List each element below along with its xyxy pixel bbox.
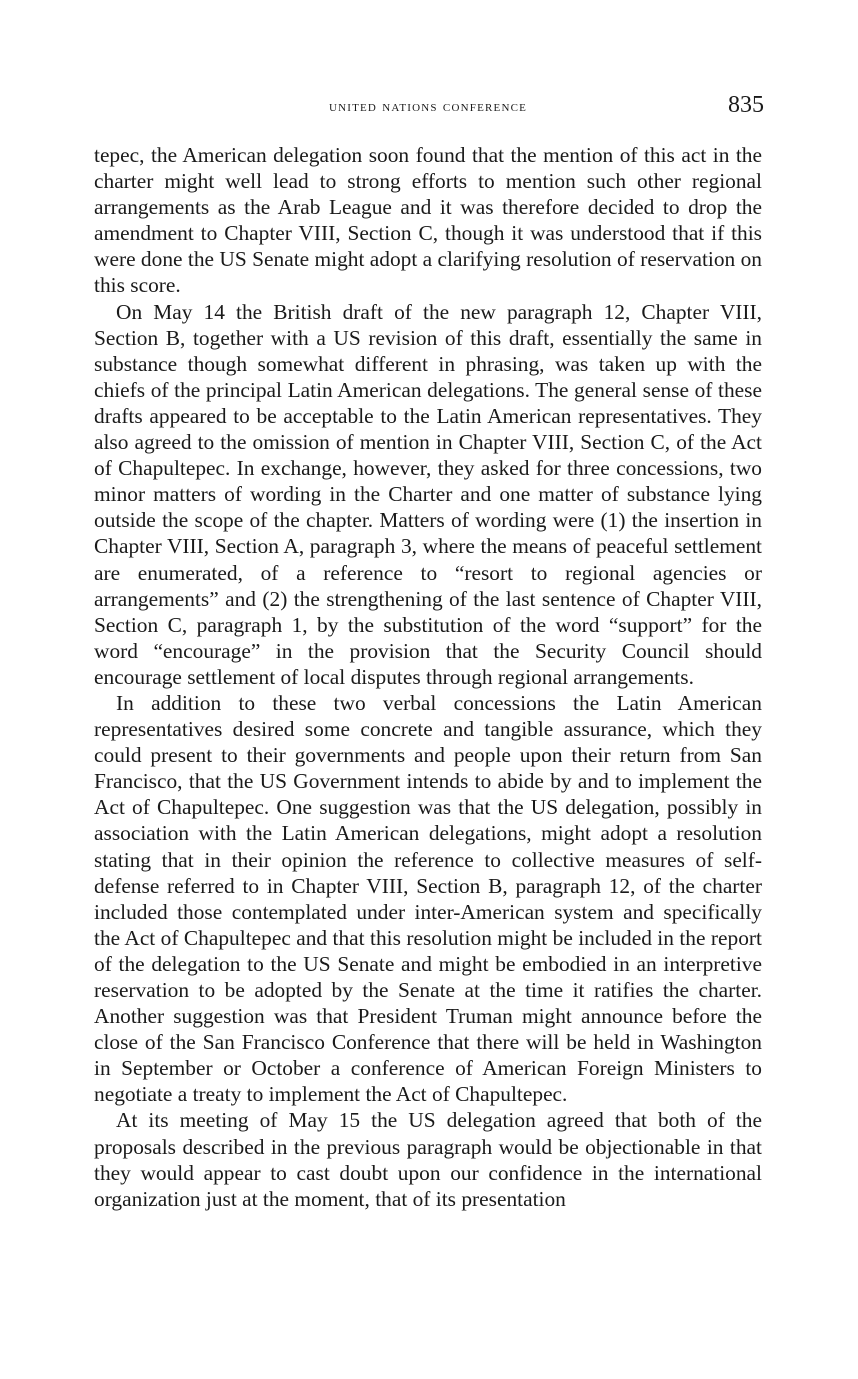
paragraph-may-14: On May 14 the British draft of the new paragraph 12, Chapter VIII, Section B, together with a US revision of this draft, essentially the same in substance though somewhat different in phrasing, was taken up with the chiefs of the principal Latin American delegations. The general sense of these drafts appeared to be acceptable to the Latin American representatives. They also agreed to the omission of mention in Chapter VIII, Section C, of the Act of Chapultepec. In exchange, however, they asked for three concessions, two minor matters of wording in the Charter and one matter of substance lying outside the scope of the chapter. Matters of wording were (1) the insertion in Chapter VIII, Section A, paragraph 3, where the means of peaceful settlement are enumerated, of a reference to “resort to regional agencies or arrangements” and (2) the strengthening of the last sentence of Chapter VIII, Section C, paragraph 1, by the substitution of the word “support” for the word “encourage” in the provision that the Security Council should encourage settlement of local disputes through regional arrangements. — [94, 299, 762, 689]
body-text — [94, 142, 762, 1212]
running-title: united nations conference — [328, 98, 528, 115]
paragraph-continued: tepec, the American delegation soon found that the mention of this act in the charter might well lead to strong efforts to mention such other regional arrangements as the Arab League and it was therefore decided to drop the amendment to Chapter VIII, Section C, though it was understood that if this were done the US Senate might adopt a clarifying resolution of reservation on this score. — [94, 143, 762, 298]
paragraph-may-15: At its meeting of May 15 the US delegation agreed that both of the proposals described in the previous paragraph would be objectionable in that they would appear to cast doubt upon our confidence in the international organization just at the moment, that of its presentation — [94, 1108, 762, 1211]
page-number: 835 — [728, 92, 764, 118]
paragraph-verbal-concessions: In addition to these two verbal concessions the Latin American representatives desired some concrete and tangible assurance, which they could present to their governments and people upon their return from San Francisco, that the US Government intends to abide by and to implement the Act of Chapultepec. One suggestion was that the US delegation, possibly in association with the Latin American delegations, might adopt a resolution stating that in their opinion the reference to collective measures of self-defense referred to in Chapter VIII, Section B, paragraph 12, of the charter included those contemplated under inter-American system and specifically the Act of Chapultepec and that this resolution might be included in the report of the delegation to the US Senate and might be embodied in an interpretive reservation to be adopted by the Senate at the time it ratifies the charter. Another suggestion was that President Truman might announce before the close of the San Francisco Conference that there will be held in Washington in September or October a conference of American Foreign Ministers to negotiate a treaty to implement the Act of Chapultepec. — [94, 690, 762, 1107]
running-header — [94, 92, 762, 128]
document-page — [94, 92, 762, 1212]
